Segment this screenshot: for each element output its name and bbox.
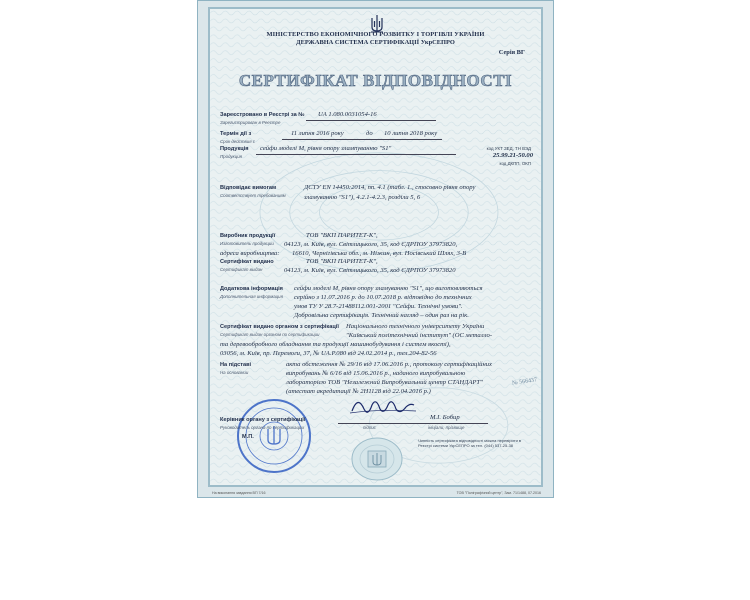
verification-note: Чинність сертифіката відповідності можна перевірити в Реєстрі системи УкрСЕПРО за тел. (044) 537-25-38 [418,438,522,448]
ministry-header: МІНІСТЕРСТВО ЕКОНОМІЧНОГО РОЗВИТКУ І ТОРГІВЛІ УКРАЇНИ [266,31,485,38]
term-from: 11 липня 2016 року [291,130,344,137]
certificate-document [197,0,554,498]
basis-line-1: акта обстеження № 29/16 від 17.06.2016 р., протоколу сертифікаційних [286,361,492,368]
requirements-line-1: ДСТУ EN 14450:2014, пп. 4.1 (табл. 1., стосовно рівня опору [304,184,476,191]
term-label: Термін дії з [220,131,252,137]
term-to-label: до [366,130,373,137]
serial-number: № 566437 [511,377,538,387]
seal-place-label: М.П. [242,434,254,440]
manufacturer-sub: Изготовитель продукции [220,241,274,246]
extra-info-label: Додаткова інформація [220,286,283,292]
registry-number: UA 1.080.0031054-16 [318,111,377,118]
code-caption-2: код ДКПП, ОКП [499,161,531,166]
series-label: Серія ВГ [498,49,525,56]
basis-line-4: (атестат акредитації № 2Н1128 від 22.04.2016 р.) [286,388,431,395]
basis-line-2: випробувань № 6/16 від 15.06.2016 р., наданого випробувальною [286,370,466,377]
product-code: 25.99.21-50.00 [492,152,533,159]
footer-left: На виконання завдання ВП 7/16 [212,491,266,495]
extra-info-line-3: умов ТУ У 28.7-21488112.001-2001 "Сейфи. Технічні умови". [294,303,463,310]
basis-label: На підставі [220,362,252,368]
signature-icon [348,393,418,419]
production-address-label: адреса виробництва: [220,250,280,257]
term-sub: Срок действия с [220,139,256,144]
manufacturer-name: ТОВ "ВКП ПАРИТЕТ-К", [306,232,378,239]
product-value: сейфи моделі М, рівня опору злампуванню "S1" [260,145,392,152]
registry-underline [306,120,436,121]
registry-label: Зареєстровано в Реєстрі за № [220,112,305,118]
system-header: ДЕРЖАВНА СИСТЕМА СЕРТИФІКАЦІЇ УкрСЕПРО [296,39,455,46]
body-line-3: та деревообробного обладнання та продукції машинобудування і систем якості), [220,341,451,348]
product-sub: Продукция [220,154,243,159]
head-sub: Руководитель органа по сертификации [220,425,304,430]
issued-address: 04123, м. Київ, вул. Світлицького, 35, код ЄДРПОУ 37973820 [284,267,456,274]
extra-info-line-1: сейфи моделі М, рівня опору зламуванню "S1", що виготовляються [294,285,483,292]
footer-right: ТОВ "Поліграфічний центр", Зам. 71/1488, 07.2016 [456,491,541,495]
body-line-1: Національного технічного університету України [346,323,485,330]
product-label: Продукція [220,146,249,152]
hologram-seal-icon [350,436,404,482]
signature-underline [338,423,488,424]
code-caption-1: код УКТ ЗЕД, ТН ВЭД [486,146,531,151]
registry-sub: Зарегистрирован в Реестре [220,120,281,125]
issued-label: Сертифікат видано [220,259,274,265]
basis-line-3: лабораторією ТОВ "Незалежний Випробувальний центр СТАНДАРТ" [286,379,483,386]
body-line-4: 03056, м. Київ, пр. Перемоги, 37, № UA.P.080 від 24.02.2014 р., тел.204-82-56 [220,350,437,357]
certificate-title: СЕРТИФІКАТ ВІДПОВІДНОСТІ [238,71,513,90]
initials-caption: ініціали, прізвище [428,425,465,430]
issued-name: ТОВ "ВКП ПАРИТЕТ-К", [306,258,378,265]
extra-info-line-2: серійно з 11.07.2016 р. до 10.07.2018 р. відповідно до технічних [294,294,472,301]
body-label: Сертифікат видано органом з сертифікації [220,324,339,330]
term-underline [282,139,442,140]
extra-info-sub: Дополнительная информация [220,294,283,299]
body-line-2: "Київський політехнічний інститут" (ОС металло- [346,332,493,339]
extra-info-line-4: Добровільна сертифікація. Технічний нагляд – один раз на рік. [294,312,469,319]
requirements-label: Відповідає вимогам [220,185,277,191]
head-label: Керівник органу з сертифікації [220,417,306,423]
requirements-sub: Соответствует требованиям [220,193,286,198]
basis-sub: На основании [220,370,249,375]
requirements-line-2: зламуванню "S1"), 4.2.1-4.2.3, розділи 5, 6 [304,194,421,201]
signature-caption: підпис [363,425,376,430]
signer-name: М.І. Бобир [430,414,460,421]
body-sub: Сертификат выдан органом по сертификации [220,332,320,337]
manufacturer-address: 04123, м. Київ, вул. Світлицького, 35, код ЄДРПОУ 37973820, [284,241,458,248]
manufacturer-label: Виробник продукції [220,233,276,239]
production-address: 16610, Чернігівська обл., м. Ніжин, вул. Носівський Шлях, 3-В [292,250,467,257]
product-underline [256,154,456,155]
issued-sub: Сертификат выдан [220,267,263,272]
term-to: 10 липня 2018 року [384,130,438,137]
